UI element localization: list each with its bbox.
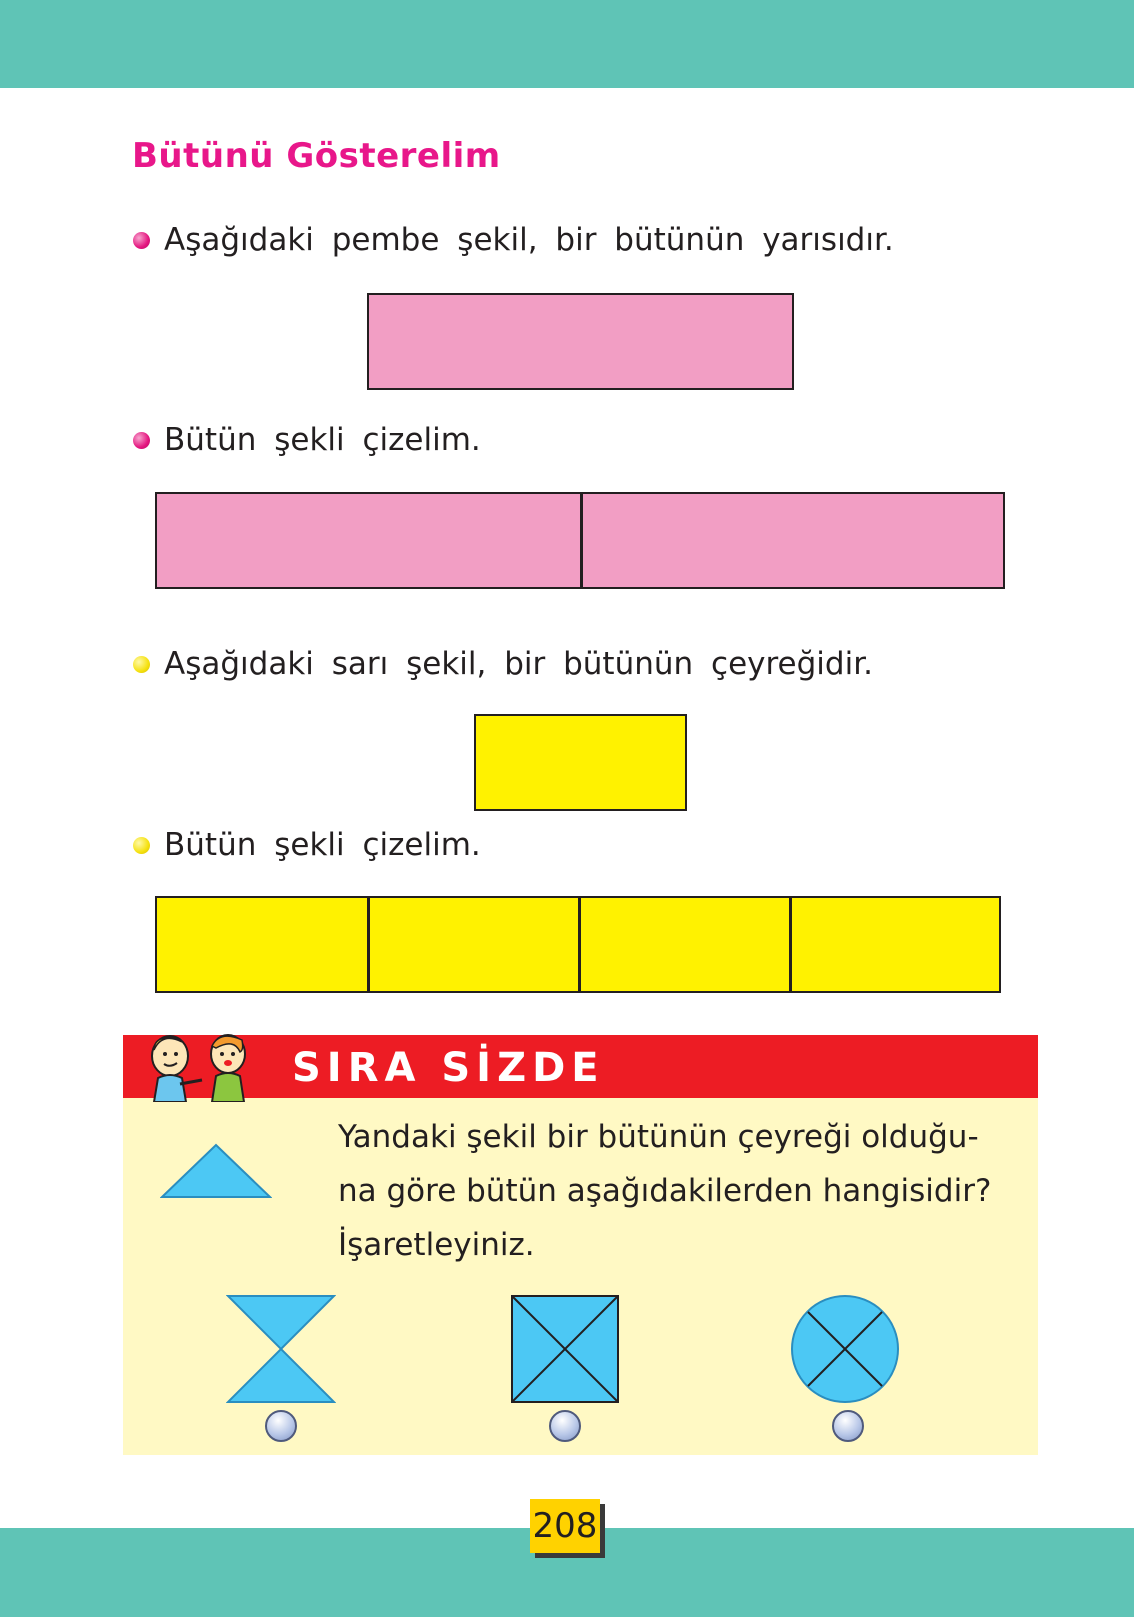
- option-hourglass-shape: [226, 1294, 336, 1404]
- pink-whole-rectangle: [155, 492, 1005, 589]
- children-illustration-icon: [140, 1030, 260, 1102]
- page-number: 208: [530, 1499, 600, 1553]
- pink-bullet-icon: [133, 232, 150, 249]
- option-b-radio[interactable]: [549, 1410, 581, 1442]
- pink-half-rectangle: [367, 293, 794, 390]
- half-divider: [580, 494, 583, 587]
- yellow-bullet-icon: [133, 656, 150, 673]
- instruction-text: Aşağıdaki sarı şekil, bir bütünün çeyreğidir.: [164, 646, 873, 682]
- option-circle-shape: [790, 1294, 900, 1404]
- sira-sizde-title: SIRA SİZDE: [292, 1045, 605, 1091]
- yellow-whole-rectangle: [155, 896, 1001, 993]
- yellow-quarter-rectangle: [474, 714, 687, 811]
- pink-bullet-icon: [133, 432, 150, 449]
- question-line: Yandaki şekil bir bütünün çeyreği olduğu-: [338, 1119, 979, 1155]
- option-square-shape: [510, 1294, 620, 1404]
- instruction-text: Aşağıdaki pembe şekil, bir bütünün yarısıdır.: [164, 222, 894, 258]
- yellow-bullet-icon: [133, 837, 150, 854]
- instruction-line-1: [133, 222, 894, 258]
- option-a-radio[interactable]: [265, 1410, 297, 1442]
- quarter-divider: [367, 898, 370, 991]
- page-title: Bütünü Gösterelim: [132, 136, 501, 176]
- question-text: [338, 1110, 998, 1272]
- instruction-line-2: [133, 422, 481, 458]
- instruction-line-4: [133, 827, 481, 863]
- question-line: İşaretleyiniz.: [338, 1227, 535, 1263]
- quarter-divider: [789, 898, 792, 991]
- instruction-line-3: [133, 646, 873, 682]
- quarter-divider: [578, 898, 581, 991]
- option-c-radio[interactable]: [832, 1410, 864, 1442]
- top-color-band: [0, 0, 1134, 88]
- question-line: na göre bütün aşağıdakilerden hangisidir?: [338, 1173, 992, 1209]
- quarter-triangle-shape: [160, 1143, 272, 1199]
- instruction-text: Bütün şekli çizelim.: [164, 422, 481, 458]
- instruction-text: Bütün şekli çizelim.: [164, 827, 481, 863]
